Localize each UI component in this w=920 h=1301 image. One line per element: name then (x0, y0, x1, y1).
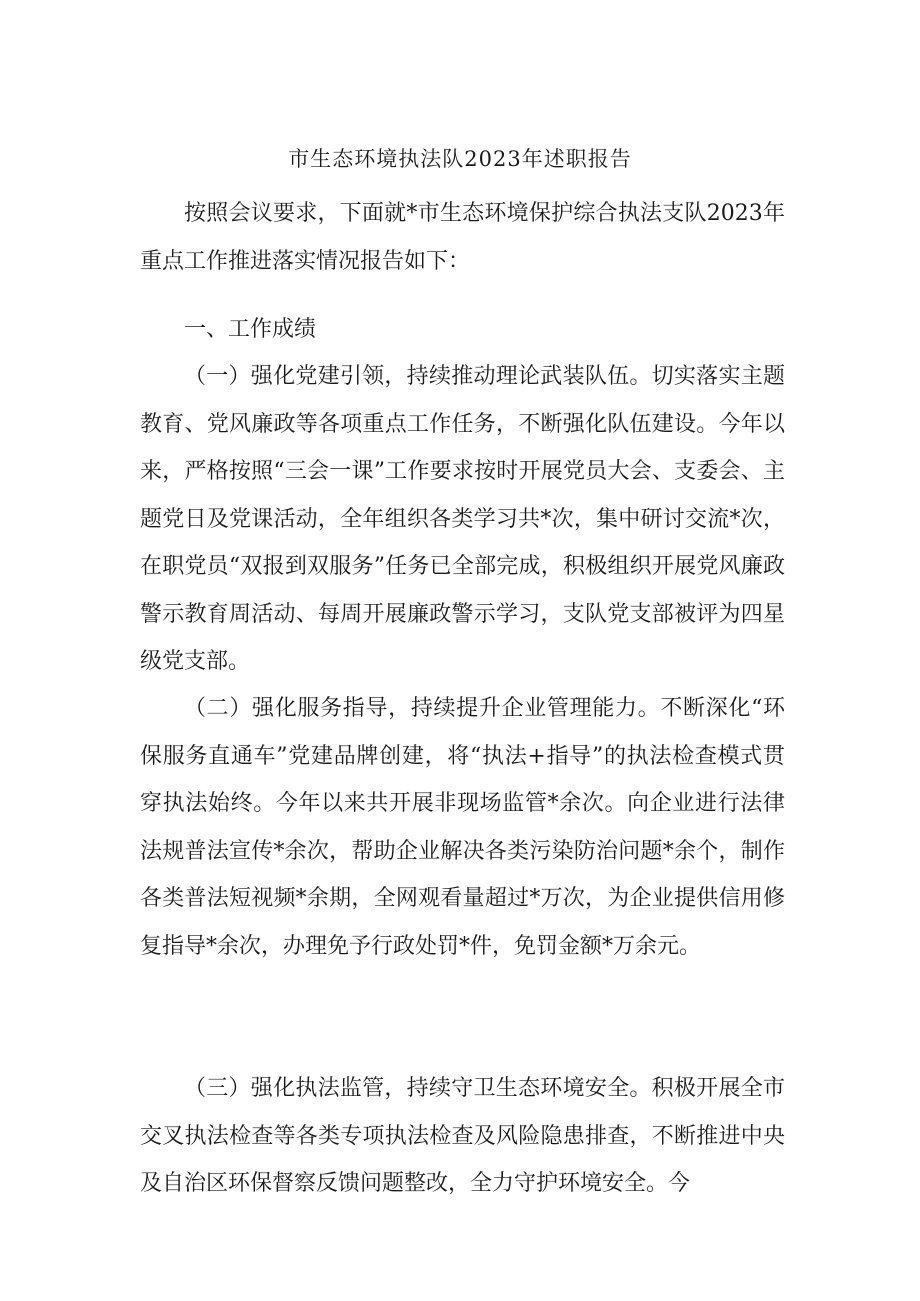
paragraph-2-container (140, 685, 785, 970)
paragraph-3-container (140, 1065, 785, 1208)
intro-paragraph (140, 190, 785, 285)
paragraph-2: （二）强化服务指导，持续提升企业管理能力。不断深化“环保服务直通车”党建品牌创建，将“执法+指导”的执法检查模式贯穿执法始终。今年以来共开展非现场监管*余次。向企业进行法律法规普法宣传*余次，帮助企业解决各类污染防治问题*余个，制作各类普法短视频*余期，全网观看量超过*万次，为企业提供信用修复指导*余次，办理免予行政处罚*件，免罚金额*万余元。 (140, 696, 785, 959)
paragraph-3: （三）强化执法监管，持续守卫生态环境安全。积极开展全市交叉执法检查等各类专项执法检查及风险隐患排查，不断推进中央及自治区环保督察反馈问题整改，全力守护环境安全。今 (140, 1076, 785, 1196)
paragraph-1-container (140, 353, 785, 686)
document-title: 市生态环境执法队2023年述职报告 (288, 147, 632, 171)
section-1-heading: 一、工作成绩 (184, 317, 317, 342)
intro-text: 按照会议要求，下面就*市生态环境保护综合执法支队2023年重点工作推进落实情况报告如下： (140, 201, 785, 274)
paragraph-1: （一）强化党建引领，持续推动理论武装队伍。切实落实主题教育、党风廉政等各项重点工作任务，不断强化队伍建设。今年以来，严格按照“三会一课”工作要求按时开展党员大会、支委会、主题党日及党课活动，全年组织各类学习共*次，集中研讨交流*次，在职党员“双报到双服务”任务已全部完成，积极组织开展党风廉政警示教育周活动、每周开展廉政警示学习，支队党支部被评为四星级党支部。 (140, 364, 785, 674)
section-heading-container (140, 306, 785, 354)
